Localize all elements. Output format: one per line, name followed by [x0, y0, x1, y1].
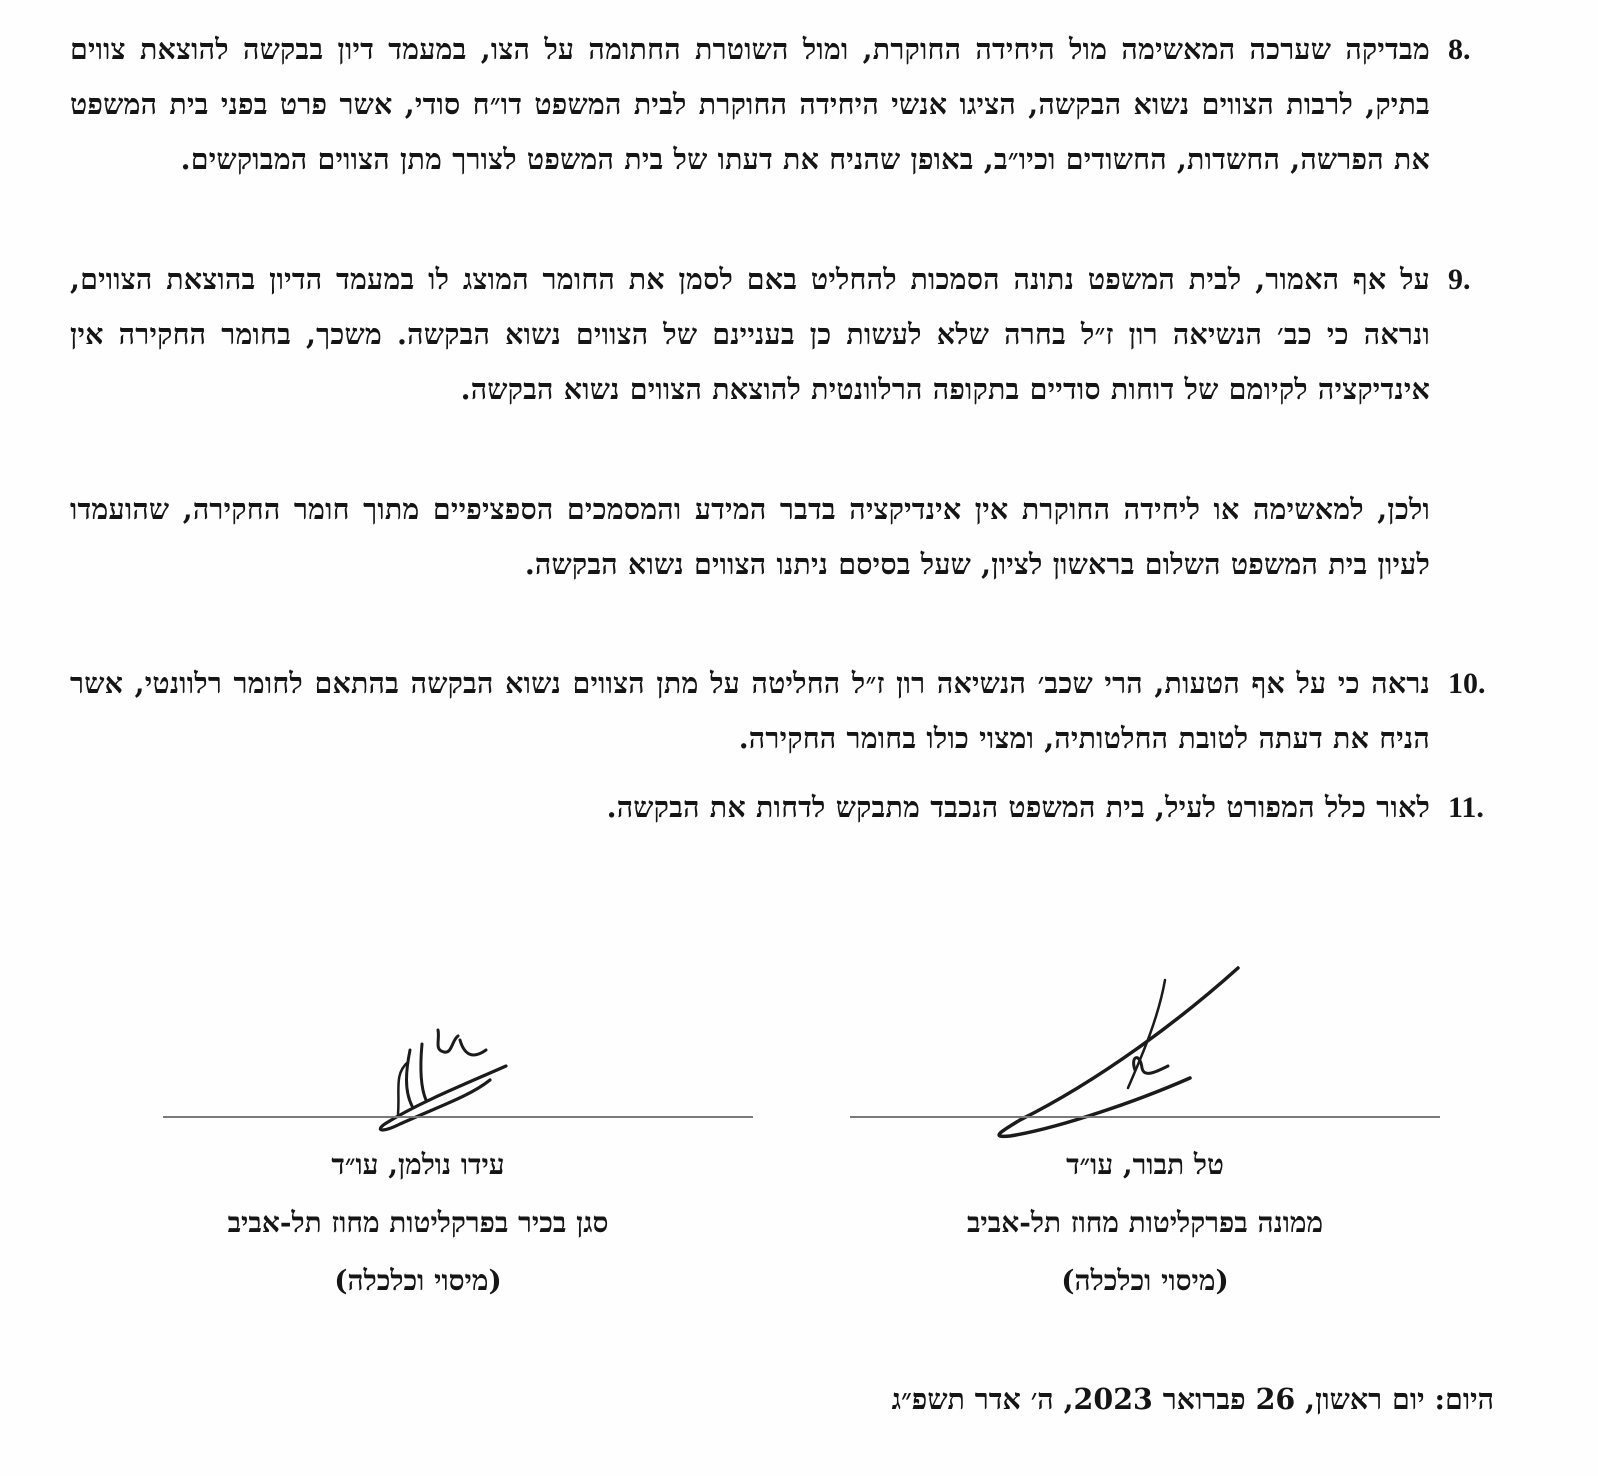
handwritten-signature-right	[990, 960, 1260, 1150]
signature-line-right	[850, 1116, 1440, 1118]
date-label: היום:	[1434, 1382, 1494, 1416]
signature-line-left	[163, 1116, 753, 1118]
paragraph-number-11: 11.	[1448, 791, 1484, 824]
paragraph-number-10: 10.	[1448, 667, 1486, 700]
handwritten-signature-left	[360, 1010, 530, 1140]
signer-unit: (מיסוי וכלכלה)	[334, 1264, 502, 1297]
paragraph-conclusion: ולכן, למאשימה או ליחידה החוקרת אין אינדיקציה בדבר המידע והמסמכים הספציפיים מתוך חומר החקירה, שהועמדו לעיון בית המשפט השלום בראשון לציון, שעל בסיסם ניתנו הצווים נשוא הבקשה.	[70, 492, 1430, 581]
paragraph-8: מבדיקה שערכה המאשימה מול היחידה החוקרת, ומול השוטרת החתומה על הצו, במעמד דיון בבקשה להוצאת צווים בתיק, לרבות הצווים נשוא הבקשה, הציגו אנשי היחידה החוקרת לבית המשפט דו״ח סודי, אשר פרט בפני בית המשפט את הפרשה, החשדות, החשודים וכיו״ב, באופן שהניח את דעתו של בית המשפט לצורך מתן הצווים המבוקשים.	[70, 32, 1430, 176]
signer-unit: (מיסוי וכלכלה)	[1061, 1264, 1229, 1297]
signer-block-left	[118, 1136, 718, 1310]
document-date	[892, 1382, 1494, 1417]
paragraph-number-9: 9.	[1448, 263, 1471, 296]
signer-title: ממונה בפרקליטות מחוז תל-אביב	[966, 1206, 1324, 1239]
signer-title: סגן בכיר בפרקליטות מחוז תל-אביב	[227, 1206, 609, 1239]
paragraph-9: על אף האמור, לבית המשפט נתונה הסמכות להחליט באם לסמן את החומר המוצג לו במעמד הדיון בהוצאת הצווים, ונראה כי כב׳ הנשיאה רון ז״ל בחרה שלא לעשות כן בעניינם של הצווים נשוא הבקשה. משכך, בחומר החקירה אין אינדיקציה לקיומם של דוחות סודיים בתקופה הרלוונטית להוצאת הצווים נשוא הבקשה.	[70, 262, 1430, 406]
paragraph-11: לאור כלל המפורט לעיל, בית המשפט הנכבד מתבקש לדחות את הבקשה.	[606, 790, 1430, 824]
date-value: יום ראשון, 26 פברואר 2023, ה׳ אדר תשפ״ג	[891, 1382, 1425, 1416]
signer-name: עידו נולמן, עו״ד	[331, 1148, 505, 1181]
signer-block-right	[850, 1136, 1440, 1310]
paragraph-10: נראה כי על אף הטעות, הרי שכב׳ הנשיאה רון ז״ל החליטה על מתן הצווים נשוא הבקשה בהתאם לחומר רלוונטי, אשר הניח את דעתה לטובת החלטותיה, ומצוי כולו בחומר החקירה.	[70, 666, 1430, 755]
signer-name: טל תבור, עו״ד	[1066, 1148, 1224, 1181]
paragraph-number-8: 8.	[1448, 33, 1471, 66]
